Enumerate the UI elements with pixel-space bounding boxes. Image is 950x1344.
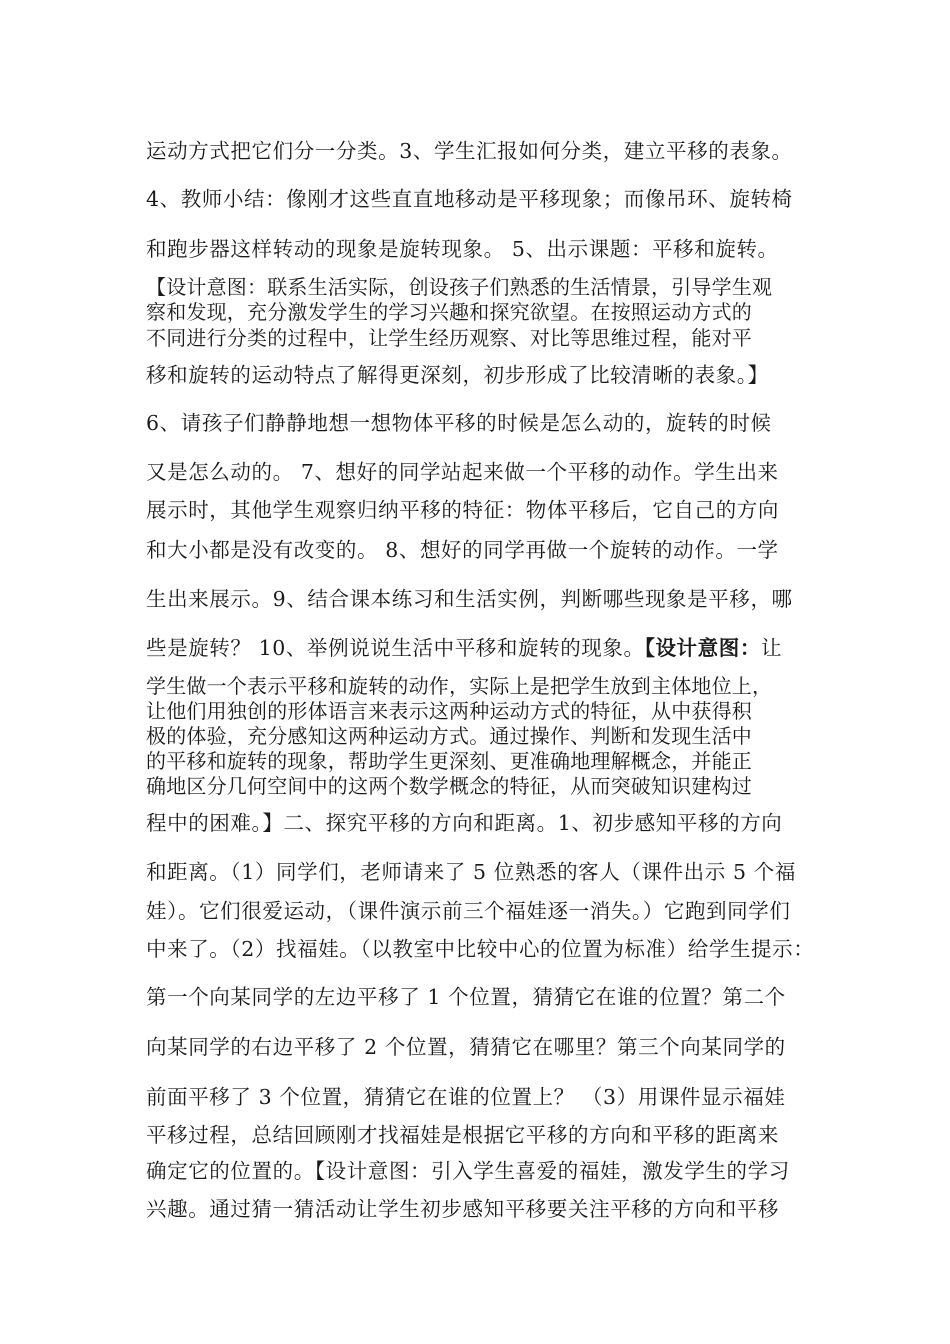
text-line: 6、请孩子们静静地想一想物体平移的时候是怎么动的，旋转的时候	[146, 411, 772, 435]
text-line: 第一个向某同学的左边平移了 1 个位置，猜猜它在谁的位置？第二个	[146, 985, 786, 1009]
text-line: 平移过程，总结回顾刚才找福娃是根据它平移的方向和平移的距离来	[146, 1123, 779, 1147]
text-line: 展示时，其他学生观察归纳平移的特征：物体平移后，它自己的方向	[146, 498, 779, 522]
text-line: 让他们用独创的形体语言来表示这两种运动方式的特征，从中获得积	[146, 699, 752, 723]
text-line: 程中的困难。】二、探究平移的方向和距离。1、初步感知平移的方向	[146, 811, 783, 835]
text-line: 确定它的位置的。【设计意图：引入学生喜爱的福娃，激发学生的学习	[146, 1159, 790, 1183]
text-line: 兴趣。通过猜一猜活动让学生初步感知平移要关注平移的方向和平移	[146, 1197, 779, 1221]
text-line: 和大小都是没有改变的。 8、想好的同学再做一个旋转的动作。一学	[146, 538, 779, 562]
text-line: 【设计意图：联系生活实际，创设孩子们熟悉的生活情景，引导学生观	[146, 275, 773, 299]
text-line: 不同进行分类的过程中，让学生经历观察、对比等思维过程，能对平	[146, 326, 752, 350]
text-line: 前面平移了 3 个位置，猜猜它在谁的位置上？ （3）用课件显示福娃	[146, 1085, 786, 1109]
text-line: 又是怎么动的。 7、想好的同学站起来做一个平移的动作。学生出来	[146, 460, 779, 484]
text-line: 察和发现，充分激发学生的学习兴趣和探究欲望。在按照运动方式的	[146, 300, 752, 324]
design-intent-label: 【设计意图：	[644, 636, 761, 660]
text-run: 让	[760, 636, 783, 660]
text-line: 中来了。（2）找福娃。（以教室中比较中心的位置为标准）给学生提示：	[146, 937, 815, 961]
text-line: 娃）。它们很爱运动，（课件演示前三个福娃逐一消失。）它跑到同学们	[146, 899, 791, 923]
text-line: 移和旋转的运动特点了解得更深刻，初步形成了比较清晰的表象。】	[146, 363, 769, 387]
text-line-with-emphasis	[146, 635, 782, 661]
text-line: 和跑步器这样转动的现象是旋转现象。 5、出示课题：平移和旋转。	[146, 237, 779, 261]
text-line: 极的体验，充分感知这两种运动方式。通过操作、判断和发现生活中	[146, 724, 752, 748]
text-line: 4、教师小结：像刚才这些直直地移动是平移现象；而像吊环、旋转椅	[146, 187, 793, 211]
text-line: 的平移和旋转的现象，帮助学生更深刻、更准确地理解概念，并能正	[146, 749, 752, 773]
text-line: 向某同学的右边平移了 2 个位置，猜猜它在哪里？第三个向某同学的	[146, 1035, 786, 1059]
text-run: 些是旋转？ 10、举例说说生活中平移和旋转的现象。	[146, 636, 645, 660]
text-line: 运动方式把它们分一分类。3、学生汇报如何分类，建立平移的表象。	[146, 139, 793, 163]
text-line: 确地区分几何空间中的这两个数学概念的特征，从而突破知识建构过	[146, 774, 752, 798]
text-line: 生出来展示。9、结合课本练习和生活实例，判断哪些现象是平移，哪	[146, 587, 793, 611]
text-line: 学生做一个表示平移和旋转的动作，实际上是把学生放到主体地位上，	[146, 674, 773, 698]
text-line: 和距离。（1）同学们，老师请来了 5 位熟悉的客人（课件出示 5 个福	[146, 860, 796, 884]
